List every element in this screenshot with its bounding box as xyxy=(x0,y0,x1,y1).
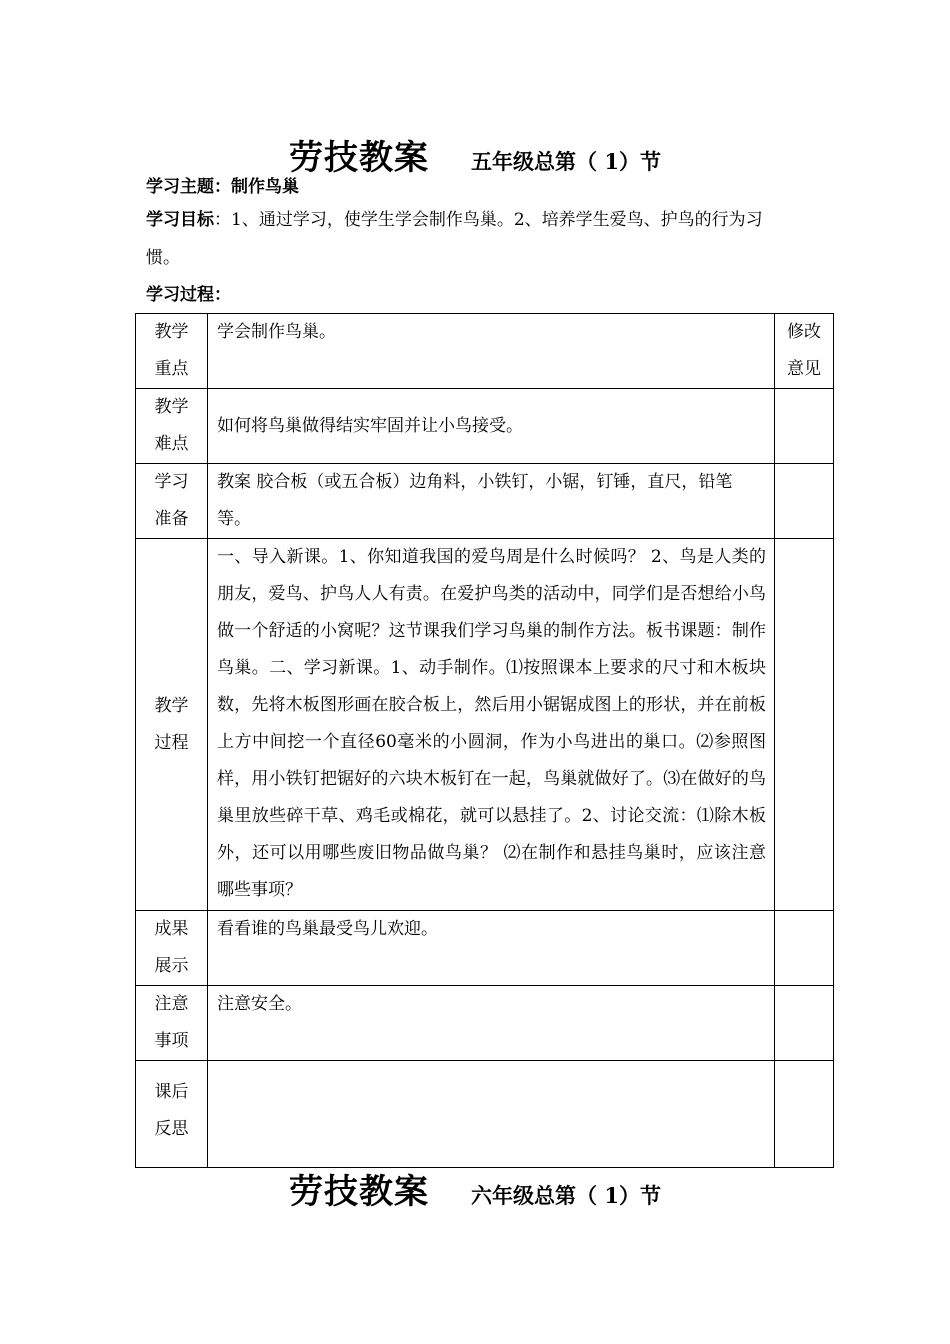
lesson-plan-title xyxy=(0,130,950,179)
row-label: 课后反思 xyxy=(154,1082,189,1139)
table-row xyxy=(136,539,834,911)
process-label: 学习过程： xyxy=(146,285,231,305)
row-content: 如何将鸟巢做得结实牢固并让小鸟接受。 xyxy=(208,389,775,464)
next-lesson-title xyxy=(0,1164,950,1213)
revise-header: 修改意见 xyxy=(787,322,821,379)
revise-cell xyxy=(775,539,834,911)
table-row xyxy=(136,314,834,389)
table-row xyxy=(136,1061,834,1168)
lesson-table xyxy=(135,313,834,1168)
goal-text-cont: 惯。 xyxy=(146,248,180,268)
table-row xyxy=(136,389,834,464)
row-content: 一、导入新课。1、你知道我国的爱鸟周是什么时候吗？ 2、鸟是人类的朋友，爱鸟、护鸟人人有责。在爱护鸟类的活动中，同学们是否想给小鸟做一个舒适的小窝呢？这节课我们学习鸟巢的制作方法。板书课题：制作鸟巢。二、学习新课。1、动手制作。⑴按照课本上要求的尺寸和木板块数，先将木板图形画在胶合板上，然后用小锯锯成图上的形状，并在前板上方中间挖一个直径60毫米的小圆洞，作为小鸟进出的巢口。⑵参照图样，用小铁钉把锯好的六块木板钉在一起，鸟巢就做好了。⑶在做好的鸟巢里放些碎干草、鸡毛或棉花，就可以悬挂了。2、讨论交流：⑴除木板外，还可以用哪些废旧物品做鸟巢？ ⑵在制作和悬挂鸟巢时，应该注意哪些事项？ xyxy=(208,539,775,911)
table-row xyxy=(136,986,834,1061)
row-label: 教学过程 xyxy=(154,695,189,753)
title-main: 劳技教案 xyxy=(289,1172,430,1212)
row-label: 教学重点 xyxy=(154,322,189,379)
row-content: 教案 胶合板（或五合板）边角料，小铁钉，小锯，钉锤，直尺，铅笔等。 xyxy=(208,464,775,539)
row-label: 学习准备 xyxy=(154,472,189,529)
goal-text: ：1、通过学习，使学生学会制作鸟巢。2、培养学生爱鸟、护鸟的行为习 xyxy=(214,210,763,230)
goal-line-2 xyxy=(146,240,180,276)
topic-value: 制作鸟巢 xyxy=(231,177,299,197)
title-main: 劳技教案 xyxy=(289,138,430,178)
row-label: 教学难点 xyxy=(154,397,189,454)
row-content: 看看谁的鸟巢最受鸟儿欢迎。 xyxy=(208,911,775,986)
table-row xyxy=(136,911,834,986)
revise-cell xyxy=(775,389,834,464)
revise-cell xyxy=(775,911,834,986)
revise-cell xyxy=(775,1061,834,1168)
goal-line xyxy=(146,202,816,238)
revise-cell xyxy=(775,986,834,1061)
row-label: 成果展示 xyxy=(154,919,189,976)
topic-label: 学习主题： xyxy=(146,177,231,197)
revise-cell xyxy=(775,464,834,539)
row-content: 注意安全。 xyxy=(208,986,775,1061)
topic-line xyxy=(146,169,299,205)
row-content: 学会制作鸟巢。 xyxy=(208,314,775,389)
title-grade: 五年级总第（ 1）节 xyxy=(471,149,661,174)
title-grade: 六年级总第（ 1）节 xyxy=(471,1183,661,1208)
row-label: 注意事项 xyxy=(154,994,189,1051)
table-row xyxy=(136,464,834,539)
goal-label: 学习目标 xyxy=(146,210,214,230)
process-heading xyxy=(146,277,231,313)
row-content xyxy=(208,1061,775,1168)
